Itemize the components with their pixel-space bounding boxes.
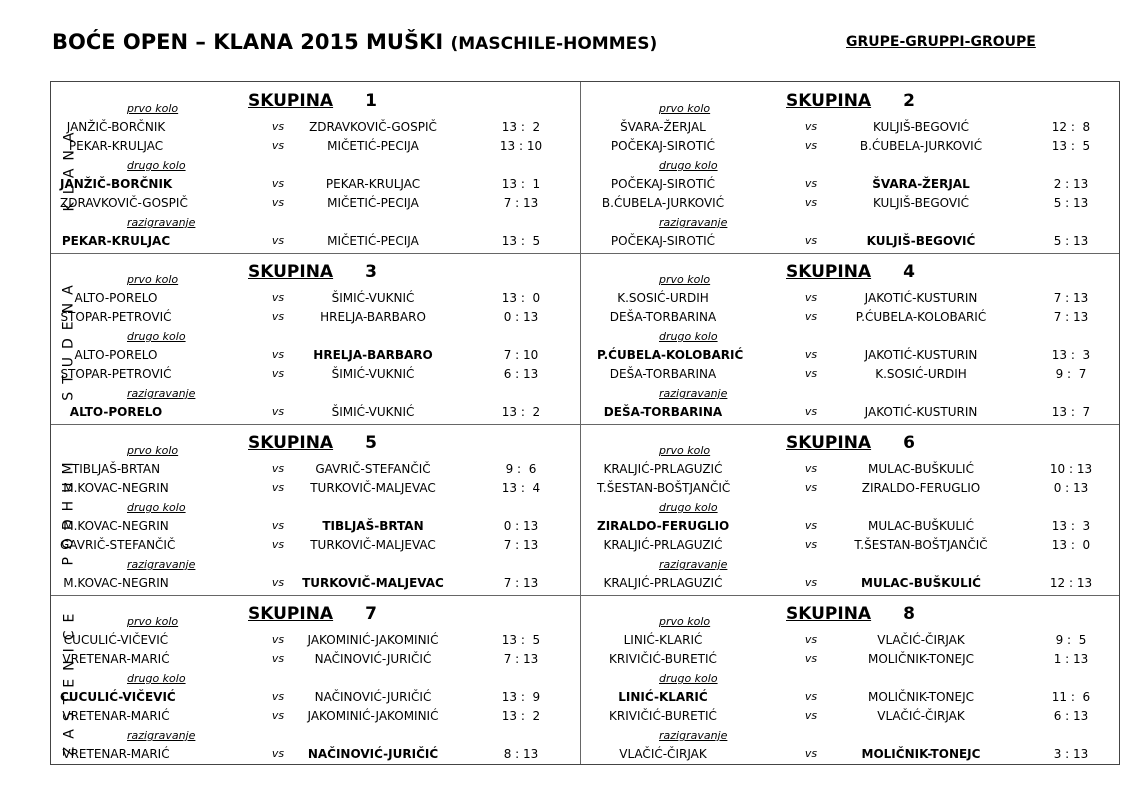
match-row bbox=[51, 576, 579, 594]
group-card bbox=[51, 424, 579, 594]
round-label-row bbox=[581, 330, 1109, 348]
match-row bbox=[581, 405, 1109, 423]
group-number: 7 bbox=[365, 604, 377, 624]
round-label: drugo kolo bbox=[127, 672, 186, 685]
group-heading-label: SKUPINA bbox=[248, 262, 334, 282]
team-a: M.KOVAC-NEGRIN bbox=[63, 576, 169, 590]
round-label: prvo kolo bbox=[127, 102, 179, 115]
round-label-row bbox=[581, 102, 1109, 120]
vs-label: vs bbox=[804, 139, 818, 152]
match-score: 12 : 8 bbox=[1051, 120, 1091, 134]
round-label: razigravanje bbox=[659, 387, 728, 400]
match-score: 7 : 13 bbox=[503, 576, 539, 590]
round-label-row bbox=[51, 729, 579, 747]
match-row bbox=[581, 462, 1109, 480]
group-card bbox=[581, 424, 1109, 594]
vs-label: vs bbox=[804, 481, 818, 494]
group-number: 8 bbox=[903, 604, 915, 624]
match-row bbox=[581, 291, 1109, 309]
round-label-row bbox=[581, 387, 1109, 405]
team-a: GAVRIČ-STEFANČIČ bbox=[60, 538, 176, 552]
round-label-row bbox=[51, 558, 579, 576]
round-label-row bbox=[51, 615, 579, 633]
group-number: 2 bbox=[903, 91, 915, 111]
team-a: JANŽIČ-BORČNIK bbox=[60, 177, 173, 191]
match-row bbox=[581, 139, 1109, 157]
vs-label: vs bbox=[271, 519, 285, 532]
match-score: 7 : 13 bbox=[1053, 291, 1089, 305]
match-row bbox=[51, 367, 579, 385]
round-label: drugo kolo bbox=[659, 159, 718, 172]
team-a: LINIĆ-KLARIĆ bbox=[618, 690, 708, 704]
round-label-row bbox=[581, 501, 1109, 519]
vs-label: vs bbox=[804, 291, 818, 304]
round-label: drugo kolo bbox=[659, 501, 718, 514]
team-a: POČEKAJ-SIROTIĆ bbox=[610, 139, 716, 153]
match-row bbox=[51, 291, 579, 309]
team-b: TURKOVIČ-MALJEVAC bbox=[310, 481, 436, 495]
match-score: 13 : 5 bbox=[501, 633, 541, 647]
team-a: KRIVIČIĆ-BURETIĆ bbox=[609, 709, 717, 723]
round-label: prvo kolo bbox=[659, 615, 711, 628]
team-a: LINIĆ-KLARIĆ bbox=[623, 633, 703, 647]
match-score: 13 : 2 bbox=[501, 120, 541, 134]
match-score: 13 : 2 bbox=[501, 405, 541, 419]
team-a: PEKAR-KRULJAC bbox=[61, 234, 171, 248]
round-label: prvo kolo bbox=[127, 444, 179, 457]
round-label: razigravanje bbox=[127, 216, 196, 229]
title-sub: (MASCHILE-HOMMES) bbox=[450, 34, 658, 54]
team-b: JAKOTIĆ-KUSTURIN bbox=[864, 405, 978, 419]
vs-label: vs bbox=[804, 519, 818, 532]
team-b: MOLIČNIK-TONEJC bbox=[867, 652, 974, 666]
team-b: ŠIMIĆ-VUKNIĆ bbox=[331, 367, 415, 381]
vs-label: vs bbox=[804, 310, 818, 323]
match-row bbox=[581, 310, 1109, 328]
team-b: P.ĆUBELA-KOLOBARIĆ bbox=[855, 310, 987, 324]
vs-label: vs bbox=[804, 576, 818, 589]
vs-label: vs bbox=[271, 576, 285, 589]
team-a: VLAČIĆ-ČIRJAK bbox=[619, 747, 707, 761]
team-a: ALTO-PORELO bbox=[74, 348, 158, 362]
match-row bbox=[51, 348, 579, 366]
venue-name: ZASTENICE bbox=[61, 605, 77, 756]
group-heading-label: SKUPINA bbox=[786, 262, 872, 282]
group-card bbox=[51, 82, 579, 252]
team-b: JAKOTIĆ-KUSTURIN bbox=[864, 348, 978, 362]
team-b: TIBLJAŠ-BRTAN bbox=[322, 519, 424, 533]
match-score: 7 : 13 bbox=[503, 538, 539, 552]
vs-label: vs bbox=[271, 348, 285, 361]
team-a: ZDRAVKOVIČ-GOSPIČ bbox=[60, 196, 188, 210]
team-a: JANŽIČ-BORČNIK bbox=[66, 120, 166, 134]
team-b: KULJIŠ-BEGOVIĆ bbox=[872, 120, 970, 134]
groups-table bbox=[50, 81, 1120, 765]
match-row bbox=[581, 348, 1109, 366]
team-b: JAKOTIĆ-KUSTURIN bbox=[864, 291, 978, 305]
round-label: prvo kolo bbox=[127, 273, 179, 286]
team-a: ALTO-PORELO bbox=[74, 291, 158, 305]
vs-label: vs bbox=[804, 538, 818, 551]
match-score: 9 : 5 bbox=[1055, 633, 1087, 647]
match-row bbox=[581, 538, 1109, 556]
match-score: 8 : 13 bbox=[503, 747, 539, 761]
vs-label: vs bbox=[804, 462, 818, 475]
title-main: BOĆE OPEN – KLANA 2015 MUŠKI bbox=[52, 30, 444, 54]
match-score: 6 : 13 bbox=[503, 367, 539, 381]
group-card bbox=[581, 595, 1109, 765]
round-label-row bbox=[51, 501, 579, 519]
group-card bbox=[51, 253, 579, 423]
round-label: razigravanje bbox=[659, 558, 728, 571]
groups-label: GRUPE-GRUPPI-GROUPE bbox=[846, 34, 1036, 50]
vs-label: vs bbox=[804, 367, 818, 380]
match-score: 9 : 7 bbox=[1055, 367, 1087, 381]
round-label-row bbox=[581, 444, 1109, 462]
vs-label: vs bbox=[271, 405, 285, 418]
round-label: drugo kolo bbox=[127, 501, 186, 514]
vs-label: vs bbox=[271, 633, 285, 646]
match-score: 13 : 0 bbox=[501, 291, 541, 305]
team-b: MIČETIĆ-PECIJA bbox=[327, 234, 419, 248]
team-b: B.ĆUBELA-JURKOVIĆ bbox=[859, 139, 983, 153]
round-label-row bbox=[581, 216, 1109, 234]
team-b: NAČINOVIĆ-JURIČIĆ bbox=[314, 652, 432, 666]
round-label-row bbox=[581, 159, 1109, 177]
match-row bbox=[51, 405, 579, 423]
round-label-row bbox=[51, 672, 579, 690]
group-card bbox=[51, 595, 579, 765]
round-label-row bbox=[51, 159, 579, 177]
team-b: MULAC-BUŠKULIĆ bbox=[861, 576, 981, 590]
team-b: TURKOVIČ-MALJEVAC bbox=[310, 538, 436, 552]
team-b: MOLIČNIK-TONEJC bbox=[861, 747, 981, 761]
match-row bbox=[51, 139, 579, 157]
team-b: PEKAR-KRULJAC bbox=[325, 177, 421, 191]
team-b: MULAC-BUŠKULIĆ bbox=[868, 519, 974, 533]
team-a: STOPAR-PETROVIĆ bbox=[60, 367, 172, 381]
match-score: 0 : 13 bbox=[503, 310, 539, 324]
team-b: HRELJA-BARBARO bbox=[313, 348, 433, 362]
match-score: 13 : 5 bbox=[1051, 139, 1091, 153]
match-row bbox=[581, 234, 1109, 252]
round-label: prvo kolo bbox=[659, 444, 711, 457]
team-a: CUCULIĆ-VIČEVIĆ bbox=[60, 690, 176, 704]
round-label: prvo kolo bbox=[659, 102, 711, 115]
group-heading-label: SKUPINA bbox=[248, 91, 334, 111]
team-a: VRETENAR-MARIĆ bbox=[62, 747, 170, 761]
team-a: ALTO-PORELO bbox=[69, 405, 163, 419]
match-score: 13 : 4 bbox=[501, 481, 541, 495]
match-row bbox=[51, 690, 579, 708]
vs-label: vs bbox=[271, 367, 285, 380]
round-label: drugo kolo bbox=[127, 330, 186, 343]
vs-label: vs bbox=[271, 709, 285, 722]
round-label: razigravanje bbox=[659, 729, 728, 742]
team-b: HRELJA-BARBARO bbox=[320, 310, 426, 324]
match-row bbox=[581, 120, 1109, 138]
match-score: 10 : 13 bbox=[1049, 462, 1093, 476]
group-number: 3 bbox=[365, 262, 377, 282]
round-label-row bbox=[51, 330, 579, 348]
team-a: CUCULIĆ-VIČEVIĆ bbox=[63, 633, 169, 647]
match-row bbox=[581, 633, 1109, 651]
match-row bbox=[51, 177, 579, 195]
team-a: KRIVIČIĆ-BURETIĆ bbox=[609, 652, 717, 666]
round-label: drugo kolo bbox=[659, 672, 718, 685]
match-row bbox=[581, 690, 1109, 708]
team-a: M.KOVAC-NEGRIN bbox=[63, 481, 169, 495]
vs-label: vs bbox=[804, 633, 818, 646]
match-row bbox=[51, 633, 579, 651]
team-b: ŠIMIĆ-VUKNIĆ bbox=[331, 405, 415, 419]
match-score: 13 : 3 bbox=[1051, 348, 1091, 362]
team-b: ŠIMIĆ-VUKNIĆ bbox=[331, 291, 415, 305]
vs-label: vs bbox=[271, 747, 285, 760]
match-score: 13 : 0 bbox=[1051, 538, 1091, 552]
match-score: 13 : 2 bbox=[501, 709, 541, 723]
team-a: ZIRALDO-FERUGLIO bbox=[597, 519, 730, 533]
group-card bbox=[581, 82, 1109, 252]
match-score: 0 : 13 bbox=[1053, 481, 1089, 495]
vs-label: vs bbox=[804, 747, 818, 760]
team-a: STOPAR-PETROVIĆ bbox=[60, 310, 172, 324]
team-b: JAKOMINIĆ-JAKOMINIĆ bbox=[307, 633, 439, 647]
match-score: 13 : 9 bbox=[501, 690, 541, 704]
match-score: 12 : 13 bbox=[1049, 576, 1093, 590]
round-label: drugo kolo bbox=[127, 159, 186, 172]
match-row bbox=[51, 120, 579, 138]
round-label: razigravanje bbox=[127, 558, 196, 571]
group-number: 5 bbox=[365, 433, 377, 453]
match-score: 5 : 13 bbox=[1053, 234, 1089, 248]
team-a: B.ĆUBELA-JURKOVIĆ bbox=[601, 196, 725, 210]
match-row bbox=[51, 196, 579, 214]
vs-label: vs bbox=[804, 177, 818, 190]
team-b: KULJIŠ-BEGOVIĆ bbox=[866, 234, 976, 248]
team-b: MIČETIĆ-PECIJA bbox=[327, 196, 419, 210]
vs-label: vs bbox=[804, 120, 818, 133]
group-heading-label: SKUPINA bbox=[248, 433, 334, 453]
match-score: 13 : 7 bbox=[1051, 405, 1091, 419]
round-label-row bbox=[51, 273, 579, 291]
team-b: ZDRAVKOVIČ-GOSPIČ bbox=[309, 120, 437, 134]
team-a: VRETENAR-MARIĆ bbox=[62, 709, 170, 723]
team-a: DEŠA-TORBARINA bbox=[603, 405, 723, 419]
vs-label: vs bbox=[271, 538, 285, 551]
match-score: 7 : 13 bbox=[503, 652, 539, 666]
vs-label: vs bbox=[804, 234, 818, 247]
round-label-row bbox=[581, 615, 1109, 633]
match-row bbox=[51, 747, 579, 765]
match-row bbox=[51, 462, 579, 480]
round-label-row bbox=[51, 102, 579, 120]
team-a: KRALJIĆ-PRLAGUZIĆ bbox=[603, 576, 723, 590]
vs-label: vs bbox=[271, 652, 285, 665]
team-b: VLAČIĆ-ČIRJAK bbox=[877, 633, 965, 647]
team-b: TURKOVIČ-MALJEVAC bbox=[302, 576, 444, 590]
match-row bbox=[51, 652, 579, 670]
vs-label: vs bbox=[271, 291, 285, 304]
team-b: NAČINOVIĆ-JURIČIĆ bbox=[314, 690, 432, 704]
team-a: KRALJIĆ-PRLAGUZIĆ bbox=[603, 462, 723, 476]
team-b: NAČINOVIĆ-JURIČIĆ bbox=[307, 747, 439, 761]
match-score: 5 : 13 bbox=[1053, 196, 1089, 210]
match-row bbox=[51, 310, 579, 328]
match-row bbox=[51, 538, 579, 556]
match-row bbox=[581, 747, 1109, 765]
vs-label: vs bbox=[804, 405, 818, 418]
round-label: razigravanje bbox=[127, 729, 196, 742]
team-b: K.SOSIĆ-URDIH bbox=[875, 367, 967, 381]
round-label-row bbox=[581, 273, 1109, 291]
round-label: prvo kolo bbox=[127, 615, 179, 628]
team-a: PEKAR-KRULJAC bbox=[68, 139, 164, 153]
team-a: POČEKAJ-SIROTIĆ bbox=[610, 234, 716, 248]
match-score: 6 : 13 bbox=[1053, 709, 1089, 723]
vs-label: vs bbox=[804, 709, 818, 722]
match-row bbox=[51, 234, 579, 252]
team-b: MULAC-BUŠKULIĆ bbox=[868, 462, 974, 476]
round-label-row bbox=[51, 444, 579, 462]
match-score: 13 : 5 bbox=[501, 234, 541, 248]
vs-label: vs bbox=[271, 690, 285, 703]
team-b: MOLIČNIK-TONEJC bbox=[867, 690, 974, 704]
round-label: razigravanje bbox=[127, 387, 196, 400]
team-a: VRETENAR-MARIĆ bbox=[62, 652, 170, 666]
match-score: 2 : 13 bbox=[1053, 177, 1089, 191]
group-heading-label: SKUPINA bbox=[786, 91, 872, 111]
team-b: ŠVARA-ŽERJAL bbox=[872, 177, 970, 191]
vs-label: vs bbox=[271, 139, 285, 152]
group-heading-label: SKUPINA bbox=[786, 433, 872, 453]
team-b: ZIRALDO-FERUGLIO bbox=[861, 481, 981, 495]
vs-label: vs bbox=[271, 196, 285, 209]
team-a: TIBLJAŠ-BRTAN bbox=[71, 462, 161, 476]
vs-label: vs bbox=[804, 196, 818, 209]
round-label: prvo kolo bbox=[659, 273, 711, 286]
match-score: 3 : 13 bbox=[1053, 747, 1089, 761]
match-row bbox=[581, 367, 1109, 385]
match-score: 13 : 1 bbox=[501, 177, 541, 191]
group-heading-label: SKUPINA bbox=[786, 604, 872, 624]
match-row bbox=[581, 652, 1109, 670]
match-row bbox=[581, 481, 1109, 499]
round-label: drugo kolo bbox=[659, 330, 718, 343]
vs-label: vs bbox=[271, 120, 285, 133]
group-number: 4 bbox=[903, 262, 915, 282]
vs-label: vs bbox=[271, 481, 285, 494]
round-label-row bbox=[581, 558, 1109, 576]
team-a: M.KOVAC-NEGRIN bbox=[63, 519, 169, 533]
team-b: JAKOMINIĆ-JAKOMINIĆ bbox=[307, 709, 439, 723]
match-row bbox=[581, 177, 1109, 195]
group-number: 1 bbox=[365, 91, 377, 111]
match-row bbox=[51, 709, 579, 727]
vs-label: vs bbox=[271, 462, 285, 475]
round-label-row bbox=[51, 216, 579, 234]
match-row bbox=[581, 709, 1109, 727]
group-heading-label: SKUPINA bbox=[248, 604, 334, 624]
team-b: VLAČIĆ-ČIRJAK bbox=[877, 709, 965, 723]
match-row bbox=[51, 519, 579, 537]
vs-label: vs bbox=[271, 310, 285, 323]
team-a: DEŠA-TORBARINA bbox=[609, 367, 717, 381]
vs-label: vs bbox=[804, 652, 818, 665]
team-a: K.SOSIĆ-URDIH bbox=[617, 291, 709, 305]
round-label-row bbox=[581, 729, 1109, 747]
team-a: KRALJIĆ-PRLAGUZIĆ bbox=[603, 538, 723, 552]
match-score: 13 : 10 bbox=[499, 139, 543, 153]
team-b: KULJIŠ-BEGOVIĆ bbox=[872, 196, 970, 210]
match-score: 1 : 13 bbox=[1053, 652, 1089, 666]
match-row bbox=[581, 519, 1109, 537]
vs-label: vs bbox=[804, 348, 818, 361]
team-a: POČEKAJ-SIROTIĆ bbox=[610, 177, 716, 191]
team-a: DEŠA-TORBARINA bbox=[609, 310, 717, 324]
vs-label: vs bbox=[271, 177, 285, 190]
match-score: 13 : 3 bbox=[1051, 519, 1091, 533]
team-a: T.ŠESTAN-BOŠTJANČIČ bbox=[597, 481, 731, 495]
team-b: MIČETIĆ-PECIJA bbox=[327, 139, 419, 153]
match-row bbox=[581, 196, 1109, 214]
match-score: 0 : 13 bbox=[503, 519, 539, 533]
match-score: 7 : 13 bbox=[1053, 310, 1089, 324]
match-row bbox=[51, 481, 579, 499]
round-label: razigravanje bbox=[659, 216, 728, 229]
round-label-row bbox=[51, 387, 579, 405]
match-score: 7 : 10 bbox=[503, 348, 539, 362]
team-b: GAVRIČ-STEFANČIČ bbox=[315, 462, 431, 476]
team-a: ŠVARA-ŽERJAL bbox=[620, 120, 706, 134]
round-label-row bbox=[581, 672, 1109, 690]
match-score: 9 : 6 bbox=[505, 462, 537, 476]
page-title bbox=[52, 30, 657, 54]
match-score: 7 : 13 bbox=[503, 196, 539, 210]
venue-name: STUDENA bbox=[61, 276, 77, 401]
group-card bbox=[581, 253, 1109, 423]
match-row bbox=[581, 576, 1109, 594]
vs-label: vs bbox=[271, 234, 285, 247]
team-a: P.ĆUBELA-KOLOBARIĆ bbox=[597, 348, 744, 362]
match-score: 11 : 6 bbox=[1051, 690, 1091, 704]
group-number: 6 bbox=[903, 433, 915, 453]
vs-label: vs bbox=[804, 690, 818, 703]
team-b: T.ŠESTAN-BOŠTJANČIČ bbox=[854, 538, 988, 552]
venue-name: KLANA bbox=[61, 124, 77, 211]
venue-name: PODHUM bbox=[61, 453, 78, 566]
